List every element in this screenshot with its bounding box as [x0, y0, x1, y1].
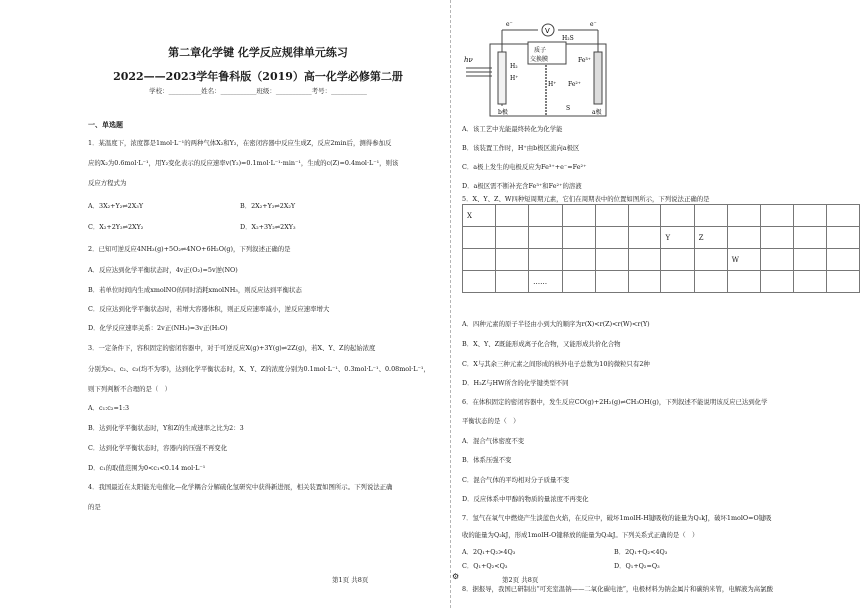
document-subtitle: 2022——2023学年鲁科版（2019）高一化学必修第二册	[113, 70, 403, 83]
option-b: B．2X₂+Y₂⇌2X₂Y	[240, 202, 296, 210]
option-d: D．反应体系中甲醇的物质的量浓度不再变化	[462, 495, 589, 503]
option-d: D．H₂Z与HW所含的化学键类型不同	[462, 379, 569, 387]
option-d: D．a极区需不断补充含Fe³⁺和Fe²⁺的溶液	[462, 182, 582, 190]
option-c: C．反应达到化学平衡状态时，若增大容器体积，则正反应速率减小，逆反应速率增大	[88, 305, 330, 313]
svg-text:e⁻: e⁻	[590, 21, 597, 28]
option-b: B．该装置工作时，H⁺由b极区流向a极区	[462, 144, 580, 152]
option-a: A．2Q₁+Q₂>4Q₃	[462, 548, 516, 556]
option-b: B．体系压强不变	[462, 456, 512, 464]
gear-icon: ⚙	[452, 572, 460, 581]
question-line: 6．在体积固定的密闭容器中，发生反应CO(g)+2H₂(g)⇌CH₃OH(g)，下列叙述不能说明该反应已达到化学	[462, 398, 768, 406]
question-line: 的是	[88, 503, 101, 511]
svg-text:交换膜: 交换膜	[530, 56, 549, 63]
option-a: A．混合气体密度不变	[462, 437, 525, 445]
option-d: D．c₁的取值范围为0<c₁<0.14 mol·L⁻¹	[88, 464, 206, 472]
table-cell: Z	[694, 227, 727, 249]
option-c: C．a极上发生的电极反应为Fe³⁺+e⁻=Fe²⁺	[462, 163, 587, 171]
question-line: 反应方程式为	[88, 179, 127, 187]
option-b: B．X、Y、Z既能形成离子化合物，又能形成共价化合物	[462, 340, 621, 348]
section-heading: 一、单选题	[88, 120, 123, 129]
table-cell: W	[727, 249, 760, 271]
option-d: D．X₂+3Y₂⇌2XY₃	[240, 223, 296, 231]
option-a: A．四种元素的原子半径由小到大的顺序为r(X)<r(Z)<r(W)<r(Y)	[462, 320, 650, 328]
question-line: 平衡状态的是（ ）	[462, 417, 520, 425]
option-b: B．达到化学平衡状态时，Y和Z的生成速率之比为2：3	[88, 424, 244, 432]
svg-text:H⁺: H⁺	[548, 81, 557, 88]
question-line: 3．一定条件下，容积固定的密闭容器中，对于可逆反应X(g)+3Y(g)⇌2Z(g)，若X、Y、Z的起始浓度	[88, 344, 376, 352]
table-cell: ……	[529, 271, 562, 293]
option-c: C．达到化学平衡状态时，容器内的压强不再变化	[88, 444, 228, 452]
svg-text:S: S	[566, 105, 571, 112]
svg-text:H₂: H₂	[510, 63, 518, 70]
svg-text:H₂S: H₂S	[562, 35, 574, 42]
question-line: 收的能量为Q₂kJ，形成1molH-O键释放的能量为Q₃kJ。下列关系式正确的是（ ）	[462, 531, 699, 539]
svg-text:质子: 质子	[534, 47, 547, 54]
question-line: 7．氢气在氧气中燃烧产生淡蓝色火焰，在反应中，破坏1molH-H键吸收的能量为Q₁kJ，破坏1molO=O键吸	[462, 514, 772, 522]
svg-text:hν: hν	[464, 56, 473, 64]
question-line: 4．我国最近在太阳能光电催化—化学耦合分解硫化氢研究中获得新进展，相关装置如图所示。下列说法正确	[88, 483, 393, 491]
page-footer-left: 第1页 共8页	[332, 576, 369, 584]
question-line: 1．某温度下，浓度都是1mol·L⁻¹的两种气体X₂和Y₂，在密闭容器中反应生成Z，反应2min后，测得参加反	[88, 139, 392, 147]
option-a: A．该工艺中光能最终转化为化学能	[462, 125, 563, 133]
option-d: D．Q₁+Q₂=Q₃	[614, 562, 660, 570]
question-line: 应的X₂为0.6mol·L⁻¹，用Y₂变化表示的反应速率v(Y₂)=0.1mol·L⁻¹·min⁻¹，生成的c(Z)=0.4mol·L⁻¹，则该	[88, 159, 399, 167]
left-column	[82, 0, 434, 608]
question-line: 则下列判断不合理的是（ ）	[88, 385, 172, 393]
student-info-line: 学校：__________姓名：___________班级：___________考号：___________	[149, 87, 367, 95]
column-divider	[450, 0, 451, 608]
option-d: D．化学反应速率关系：2v正(NH₃)=3v正(H₂O)	[88, 324, 228, 332]
option-b: B．2Q₁+Q₂<4Q₃	[614, 548, 668, 556]
svg-text:V: V	[545, 27, 550, 35]
question-line: 分别为c₁、c₂、c₃(均不为零)，达到化学平衡状态时，X、Y、Z的浓度分别为0.1mol·L⁻¹、0.3mol·L⁻¹、0.08mol·L⁻¹，	[88, 365, 430, 373]
option-a: A．反应达到化学平衡状态时，4v正(O₂)=5v逆(NO)	[88, 266, 238, 274]
svg-text:e⁻: e⁻	[506, 21, 513, 28]
option-a: A．c₁:c₂=1:3	[88, 404, 130, 412]
svg-text:Fe²⁺: Fe²⁺	[568, 81, 581, 88]
option-c: C．Q₁+Q₂<Q₃	[462, 562, 508, 570]
right-column-lower	[462, 0, 840, 608]
table-cell: X	[463, 205, 496, 227]
page-footer-right: 第2页 共8页	[502, 576, 539, 584]
question-line: 8．据报导，我国已研制出“可充室温钠——二氧化碳电池”，电极材料为钠金属片和碳纳米管，电解液为高氯酸	[462, 585, 773, 593]
svg-text:H⁺: H⁺	[510, 75, 519, 82]
svg-text:b极: b极	[498, 109, 508, 116]
option-b: B．若单位时间内生成xmolNO的同时消耗xmolNH₃，则反应达到平衡状态	[88, 286, 302, 294]
option-c: C．X₂+2Y₂⇌2XY₂	[88, 223, 144, 231]
svg-text:a极: a极	[592, 109, 602, 116]
option-c: C．混合气体的平均相对分子质量不变	[462, 476, 570, 484]
option-a: A．3X₂+Y₂⇌2X₃Y	[88, 202, 144, 210]
option-c: C．X与其余三种元素之间形成的核外电子总数为10的微粒只有2种	[462, 360, 650, 368]
document-title: 第二章化学键 化学反应规律单元练习	[168, 46, 348, 59]
question-line: 2．已知可逆反应4NH₃(g)+5O₂⇌4NO+6H₂O(g)，下列叙述正确的是	[88, 245, 291, 253]
table-cell: Y	[661, 227, 694, 249]
question-line: 5．X、Y、Z、W四种短周期元素，它们在周期表中的位置如图所示，下列说法正确的是	[462, 195, 710, 203]
svg-text:Fe³⁺: Fe³⁺	[578, 57, 591, 64]
